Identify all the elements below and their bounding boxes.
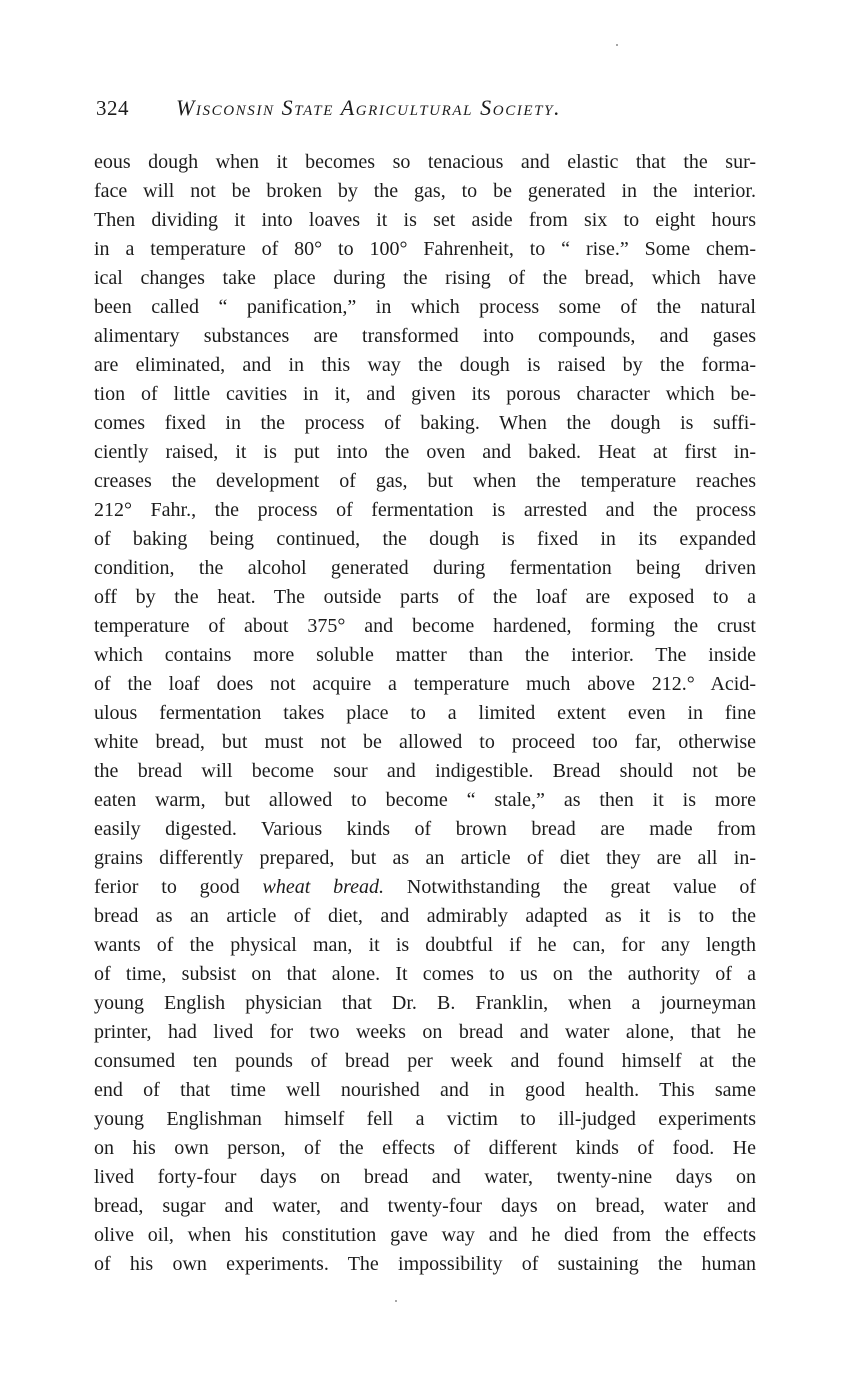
- text-line: young English physician that Dr. B. Franklin, when a journeyman: [94, 992, 756, 1014]
- text-line: olive oil, when his constitution gave way and he died from the effects: [94, 1224, 756, 1246]
- text-line: printer, had lived for two weeks on bread and water alone, that he: [94, 1021, 756, 1043]
- text-line: are eliminated, and in this way the dough is raised by the forma-: [94, 354, 756, 376]
- body-paragraph: [94, 148, 756, 1279]
- text-line: alimentary substances are transformed into compounds, and gases: [94, 325, 756, 347]
- text-line: creases the development of gas, but when the temperature reaches: [94, 470, 756, 492]
- text-line: bread as an article of diet, and admirably adapted as it is to the: [94, 905, 756, 927]
- text-line: eous dough when it becomes so tenacious and elastic that the sur-: [94, 151, 756, 173]
- text-line: Then dividing it into loaves it is set aside from six to eight hours: [94, 209, 756, 231]
- italic-phrase: wheat bread.: [262, 876, 385, 898]
- text-line: of the loaf does not acquire a temperature much above 212.° Acid-: [94, 673, 756, 695]
- page-header: [96, 92, 756, 124]
- paper-speck: [395, 1300, 397, 1302]
- text-line: ulous fermentation takes place to a limited extent even in fine: [94, 702, 756, 724]
- text-line: comes fixed in the process of baking. When the dough is suffi-: [94, 412, 756, 434]
- text-line: of time, subsist on that alone. It comes to us on the authority of a: [94, 963, 756, 985]
- text-line: eaten warm, but allowed to become “ stale,” as then it is more: [94, 789, 756, 811]
- text-line: ical changes take place during the rising of the bread, which have: [94, 267, 756, 289]
- text-line: bread, sugar and water, and twenty-four days on bread, water and: [94, 1195, 756, 1217]
- text-line: off by the heat. The outside parts of the loaf are exposed to a: [94, 586, 756, 608]
- text-line-with-italic: [94, 873, 756, 902]
- text-line: which contains more soluble matter than the interior. The inside: [94, 644, 756, 666]
- text-line: end of that time well nourished and in good health. This same: [94, 1079, 756, 1101]
- line-segment: ferior to good: [94, 876, 263, 898]
- line-segment: Notwithstanding the great value of: [384, 876, 756, 898]
- text-line: temperature of about 375° and become hardened, forming the crust: [94, 615, 756, 637]
- text-line: young Englishman himself fell a victim to ill-judged experiments: [94, 1108, 756, 1130]
- running-head: Wisconsin State Agricultural Society.: [176, 95, 562, 120]
- text-line: wants of the physical man, it is doubtful if he can, for any length: [94, 934, 756, 956]
- text-line: been called “ panification,” in which process some of the natural: [94, 296, 756, 318]
- text-line: on his own person, of the effects of different kinds of food. He: [94, 1137, 756, 1159]
- text-line: the bread will become sour and indigestible. Bread should not be: [94, 760, 756, 782]
- text-line: easily digested. Various kinds of brown bread are made from: [94, 818, 756, 840]
- text-line: 212° Fahr., the process of fermentation is arrested and the process: [94, 499, 756, 521]
- paper-speck: [616, 44, 618, 46]
- text-line: condition, the alcohol generated during fermentation being driven: [94, 557, 756, 579]
- text-line: white bread, but must not be allowed to proceed too far, otherwise: [94, 731, 756, 753]
- text-line: of his own experiments. The impossibility of sustaining the human: [94, 1253, 756, 1275]
- text-line: face will not be broken by the gas, to be generated in the interior.: [94, 180, 756, 202]
- text-line: lived forty-four days on bread and water, twenty-nine days on: [94, 1166, 756, 1188]
- text-line: of baking being continued, the dough is fixed in its expanded: [94, 528, 756, 550]
- page-number: 324: [96, 96, 129, 120]
- text-line: ciently raised, it is put into the oven and baked. Heat at first in-: [94, 441, 756, 463]
- text-line: tion of little cavities in it, and given its porous character which be-: [94, 383, 756, 405]
- text-line: in a temperature of 80° to 100° Fahrenheit, to “ rise.” Some chem-: [94, 238, 756, 260]
- text-line: consumed ten pounds of bread per week and found himself at the: [94, 1050, 756, 1072]
- text-line: grains differently prepared, but as an article of diet they are all in-: [94, 847, 756, 869]
